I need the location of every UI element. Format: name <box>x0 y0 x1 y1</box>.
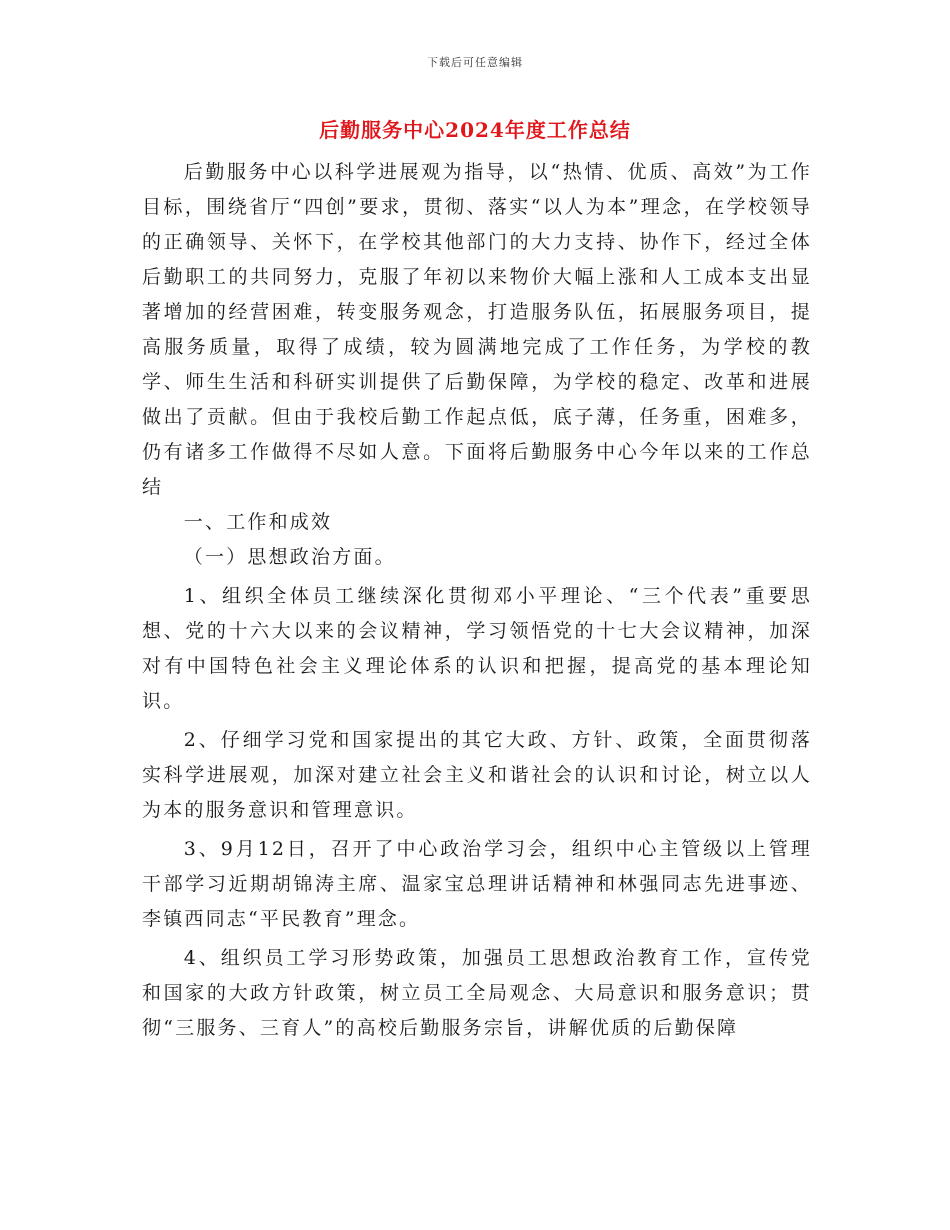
list-item: 2、仔细学习党和国家提出的其它大政、方针、政策，全面贯彻落实科学进展观，加深对建立社会主义和谐社会的认识和讨论，树立以人为本的服务意识和管理意识。 <box>142 729 812 821</box>
document-title: 后勤服务中心2024年度工作总结 <box>319 118 631 142</box>
list-item: 4、组织员工学习形势政策，加强员工思想政治教育工作，宣传党和国家的大政方针政策，树立员工全局观念、大局意识和服务意识；贯彻“三服务、三育人”的高校后勤服务宗旨，讲解优质的后勤保障 <box>142 947 812 1039</box>
list-item: 1、组织全体员工继续深化贯彻邓小平理论、“三个代表”重要思想、党的十六大以来的会议精神，学习领悟党的十七大会议精神，加深对有中国特色社会主义理论体系的认识和把握，提高党的基本理论知识。 <box>142 585 812 712</box>
document-body <box>142 155 812 1046</box>
page-header-note: 下载后可任意编辑 <box>427 56 523 69</box>
section-heading: 一、工作和成效 <box>183 511 333 533</box>
paragraph-intro: 后勤服务中心以科学进展观为指导，以“热情、优质、高效”为工作目标，围绕省厅“四创”要求，贯彻、落实“以人为本”理念，在学校领导的正确领导、关怀下，在学校其他部门的大力支持、协作下，经过全体后勤职工的共同努力，克服了年初以来物价大幅上涨和人工成本支出显著增加的经营困难，转变服务观念，打造服务队伍，拓展服务项目，提高服务质量，取得了成绩，较为圆满地完成了工作任务，为学校的教学、师生生活和科研实训提供了后勤保障，为学校的稳定、改革和进展做出了贡献。但由于我校后勤工作起点低，底子薄，任务重，困难多，仍有诸多工作做得不尽如人意。下面将后勤服务中心今年以来的工作总结 <box>142 161 812 498</box>
subsection-heading: （一）思想政治方面。 <box>183 546 396 568</box>
list-item: 3、9月12日，召开了中心政治学习会，组织中心主管级以上管理干部学习近期胡锦涛主席、温家宝总理讲话精神和林强同志先进事迹、李镇西同志“平民教育”理念。 <box>142 838 812 930</box>
